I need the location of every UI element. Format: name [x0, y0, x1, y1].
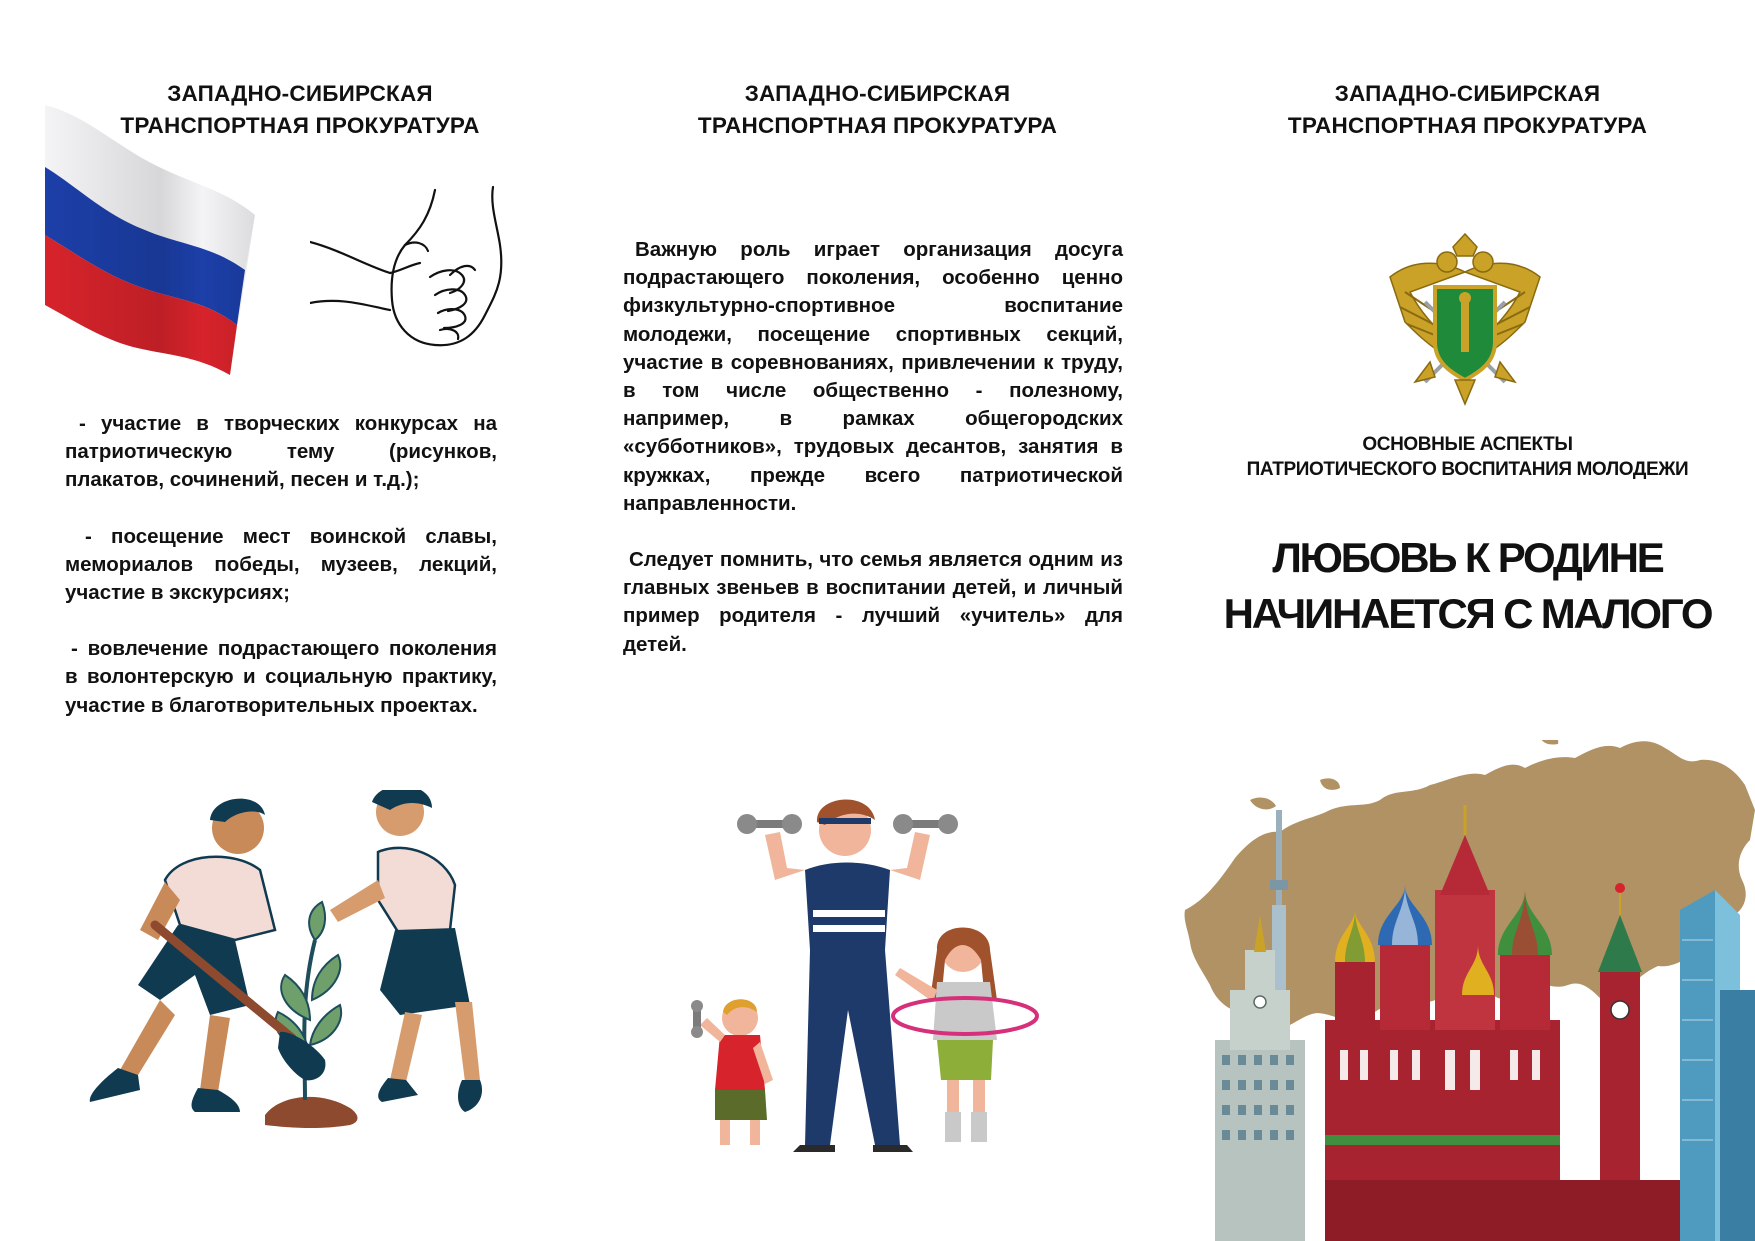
- bullet-volunteering: - вовлечение подрастающего поколения в волонтерскую и социальную практику, участие в благотворительных проектах.: [65, 637, 497, 717]
- header-line-2: ТРАНСПОРТНАЯ ПРОКУРАТУРА: [697, 113, 1058, 138]
- holding-hands-image: [310, 185, 520, 360]
- subtitle-line-1: ОСНОВНЫЕ АСПЕКТЫ: [1362, 434, 1573, 455]
- header-line-1: ЗАПАДНО-СИБИРСКАЯ: [167, 81, 433, 106]
- panel-header: [600, 78, 1155, 142]
- header-line-2: ТРАНСПОРТНАЯ ПРОКУРАТУРА: [120, 113, 480, 138]
- header-line-2: ТРАНСПОРТНАЯ ПРОКУРАТУРА: [1287, 113, 1648, 138]
- family-exercising-image: [685, 790, 1065, 1160]
- title-line-1: ЛЮБОВЬ К РОДИНЕ: [1272, 534, 1663, 581]
- panel-middle-text: [623, 236, 1123, 687]
- brochure-subtitle: [1180, 432, 1755, 482]
- bullet-military-glory-places: - посещение мест воинской славы, мемориалов победы, музеев, лекций, участие в экскурсиях;: [65, 524, 497, 605]
- header-line-1: ЗАПАДНО-СИБИРСКАЯ: [1334, 81, 1601, 106]
- subtitle-line-2: ПАТРИОТИЧЕСКОГО ВОСПИТАНИЯ МОЛОДЕЖИ: [1246, 459, 1689, 480]
- russian-flag-image: [45, 105, 260, 375]
- brochure-title: [1180, 530, 1755, 642]
- panel-middle: [600, 0, 1155, 1241]
- title-line-2: НАЧИНАЕТСЯ С МАЛОГО: [1223, 590, 1712, 637]
- children-planting-tree-image: [60, 790, 490, 1160]
- panel-left: [40, 0, 560, 1241]
- bullet-creative-contests: - участие в творческих конкурсах на патриотическую тему (рисунков, плакатов, сочинений, песен и т.д.);: [65, 412, 497, 492]
- panel-right: [1180, 0, 1755, 1241]
- prosecutor-emblem-icon: [1385, 232, 1545, 407]
- header-line-1: ЗАПАДНО-СИБИРСКАЯ: [744, 81, 1011, 106]
- family-paragraph: Следует помнить, что семья является одним из главных звеньев в воспитании детей, и личный пример родителя - лучший «учитель» для детей.: [623, 548, 1123, 656]
- panel-left-text: [65, 410, 497, 748]
- russia-map-moscow-skyline-image: [1180, 740, 1755, 1241]
- leisure-paragraph: Важную роль играет организация досуга подрастающего поколения, особенно ценно физкультурно-спортивное воспитание молодежи, посещение спортивных секций, участие в соревнованиях, привлечении к труду, в том числе общественно - полезному, например, в рамках общегородских «субботников», трудовых десантов, занятия в кружках, прежде всего патриотической направленности.: [623, 238, 1123, 515]
- panel-header: [1180, 78, 1755, 142]
